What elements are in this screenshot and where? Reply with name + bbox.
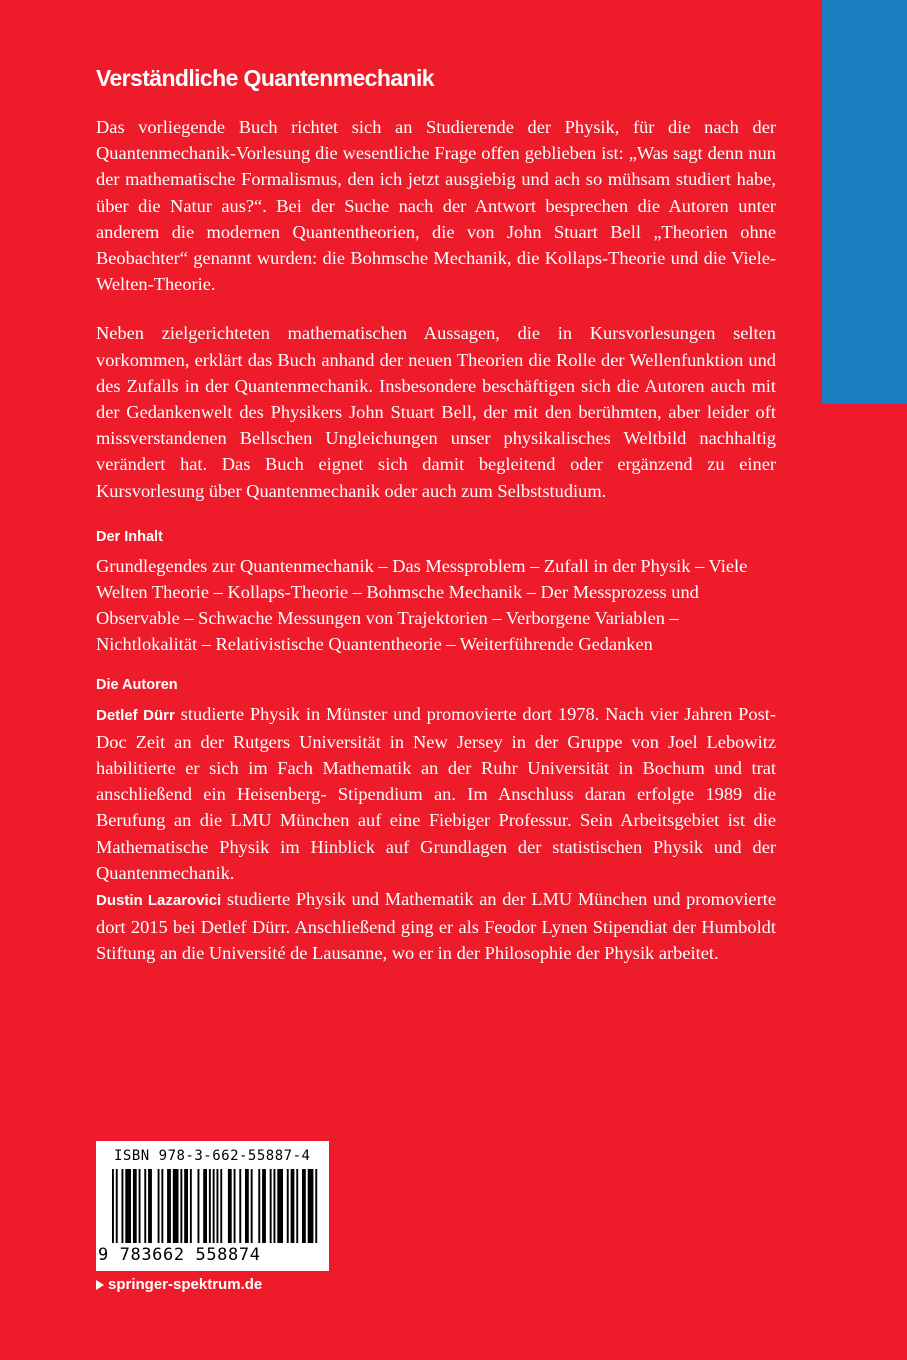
barcode-bar bbox=[220, 1169, 222, 1243]
barcode-digits: 9 783662 558874 bbox=[98, 1245, 261, 1265]
author-name-1: Detlef Dürr bbox=[96, 706, 175, 724]
author-name-2: Dustin Lazarovici bbox=[96, 892, 222, 910]
barcode-bar bbox=[245, 1169, 249, 1243]
barcode-bar bbox=[287, 1169, 289, 1243]
barcode-bar bbox=[209, 1169, 211, 1243]
description-paragraph-2: Neben zielgerichteten mathematischen Aussagen, die in Kursvorlesungen selten vorkommen, erklärt das Buch anhand der neuen Theorien die Rolle der Wellenfunktion und des Zufalls in der Quantenmechanik. Insbesondere beschäftigen sich die Autoren auch mit der Gedankenwelt des Physikers John Stuart Bell, der mit den berühmten, aber leider oft missverstandenen Bellschen Ungleichungen unser physikalisches Weltbild nachhaltig verändert hat. Das Buch eignet sich damit begleitend oder ergänzend zu einer Kursvorlesung über Quantenmechanik oder auch zum Selbststudium. bbox=[96, 323, 776, 501]
barcode-bar bbox=[190, 1169, 192, 1243]
barcode-bar bbox=[277, 1169, 283, 1243]
triangle-arrow-icon bbox=[96, 1280, 104, 1290]
barcode-bar bbox=[258, 1169, 260, 1243]
author-bio-1 bbox=[96, 701, 776, 886]
barcode-bar bbox=[116, 1169, 118, 1243]
barcode-bar bbox=[262, 1169, 266, 1243]
barcode-bar bbox=[122, 1169, 124, 1243]
author-text-1: studierte Physik in Münster und promovierte dort 1978. Nach vier Jahren Post-Doc Zeit an der Rutgers Universität in New Jersey in der Gruppe von Joel Lebowitz habilitierte er sich im Fach Mathematik an der Ruhr Universität in Bochum und trat anschließend ein Heisenberg- Stipendium an. Im Anschluss daran erfolgte 1989 die Berufung an die LMU München auf eine Fiebiger Professur. Sein Arbeitsgebiet ist die Mathematische Physik im Hinblick auf Grundlagen der statistischen Physik und der Quantenmechanik. bbox=[96, 703, 776, 883]
barcode-bar bbox=[180, 1169, 182, 1243]
isbn-label: ISBN 978-3-662-55887-4 bbox=[114, 1148, 311, 1164]
barcode-bar bbox=[217, 1169, 219, 1243]
book-title: Verständliche Quantenmechanik bbox=[96, 65, 434, 91]
barcode-bar bbox=[315, 1169, 317, 1243]
barcode-bar bbox=[167, 1169, 171, 1243]
barcode-bar bbox=[239, 1169, 241, 1243]
author-bio-2 bbox=[96, 886, 776, 967]
isbn-barcode bbox=[96, 1141, 329, 1271]
barcode-bar bbox=[184, 1169, 188, 1243]
barcode-bar bbox=[302, 1169, 306, 1243]
blue-accent-bar bbox=[822, 0, 907, 404]
contents-text: Grundlegendes zur Quantenmechanik – Das Messproblem – Zufall in der Physik – Viele Welten Theorie – Kollaps-Theorie – Bohmsche Mechanik – Der Messprozess und Observable – Schwache Messungen von Trajektorien – Verborgene Variablen – Nichtlokalität – Relativistische Quantentheorie – Weiterführende Gedanken bbox=[96, 555, 748, 655]
barcode-bars bbox=[96, 1169, 329, 1245]
barcode-bar bbox=[213, 1169, 215, 1243]
barcode-bar bbox=[173, 1169, 179, 1243]
barcode-bar bbox=[144, 1169, 146, 1243]
barcode-bar bbox=[251, 1169, 253, 1243]
barcode-bar bbox=[203, 1169, 207, 1243]
description-paragraph-1: Das vorliegende Buch richtet sich an Studierende der Physik, für die nach der Quantenmechanik-Vorlesung die wesentliche Frage offen geblieben ist: „Was sagt denn nun der mathematische Formalismus, den ich jetzt ausgiebig und ach so mühsam studiert habe, über die Natur aus?“. Bei der Suche nach der Antwort besprechen die Autoren unter anderem die modernen Quantentheorien, die von John Stuart Bell „Theorien ohne Beobachter“ genannt wurden: die Bohmsche Mechanik, die Kollaps-Theorie und die Viele-Welten-Theorie. bbox=[96, 117, 776, 295]
barcode-bar bbox=[234, 1169, 236, 1243]
barcode-bar bbox=[228, 1169, 232, 1243]
barcode-bar bbox=[161, 1169, 163, 1243]
barcode-bar bbox=[148, 1169, 152, 1243]
barcode-bar bbox=[125, 1169, 131, 1243]
barcode-bar bbox=[291, 1169, 295, 1243]
author-text-2: studierte Physik und Mathematik an der LMU München und promovierte dort 2015 bei Detlef Dürr. Anschließend ging er als Feodor Lynen Stipendiat der Humboldt Stiftung an die Université de Lausanne, wo er in der Philosophie der Physik arbeitet. bbox=[96, 889, 776, 964]
authors-heading: Die Autoren bbox=[96, 676, 178, 693]
barcode-bar bbox=[133, 1169, 137, 1243]
barcode-bar bbox=[198, 1169, 200, 1243]
barcode-bar bbox=[158, 1169, 160, 1243]
barcode-bar bbox=[112, 1169, 114, 1243]
publisher-website-link[interactable] bbox=[96, 1276, 262, 1293]
contents-heading: Der Inhalt bbox=[96, 528, 163, 545]
barcode-bar bbox=[139, 1169, 141, 1243]
barcode-bar bbox=[270, 1169, 272, 1243]
publisher-website-text: springer-spektrum.de bbox=[108, 1276, 263, 1293]
back-cover-content bbox=[96, 60, 776, 967]
barcode-bar bbox=[308, 1169, 314, 1243]
barcode-bar bbox=[296, 1169, 298, 1243]
barcode-bar bbox=[274, 1169, 276, 1243]
